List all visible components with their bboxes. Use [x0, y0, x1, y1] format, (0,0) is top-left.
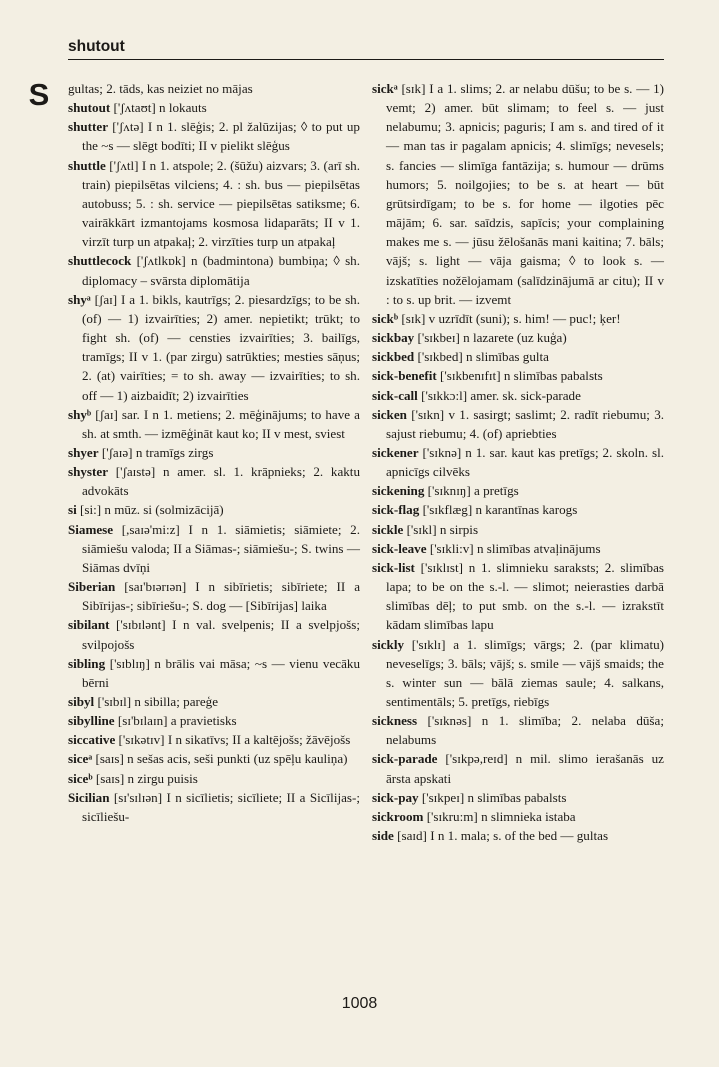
dictionary-entry [372, 309, 664, 328]
entry-pronunciation: [sɪk] [401, 310, 426, 326]
dictionary-entry [68, 500, 360, 519]
entry-definition: n slimnieka istaba [481, 808, 576, 824]
dictionary-entry [68, 98, 360, 117]
entry-headword: Siberian [68, 579, 116, 595]
entry-definition: n 1. slimnieku saraksts; 2. slimības lapa; to be on the s.-l. — slimot; neierasties darbā slimības dēļ; to put smb. on the s.-l. — izrakstīt kādam slimības lapu [386, 559, 664, 633]
entry-headword: sickle [372, 521, 404, 537]
entry-definition: I n 1. atspole; 2. (šūžu) aizvars; 3. (arī sh. train) piepilsētas vilciens; 4. : sh. bus — piepilsētas autobuss; 5. : sh. service — piepilsētas satiksme; 6. vairākkārt izmantojams kosmosa lidaparāts; II v 1. virzīt turp un atpakaļ; 2. virzīties turp un atpakaļ [82, 157, 360, 250]
entry-definition: a 1. slimīgs; vārgs; 2. (par klimatu) neveselīgs; 3. bāls; vājš; s. smile — vājš smaids; the s. winter sun — bālā ziemas saule; 4. salkans, sentimentāls; 5. pretīgs, riebīgs [386, 636, 664, 709]
entry-definition: n slimības gulta [466, 349, 549, 365]
dictionary-entry [372, 500, 664, 519]
entry-definition: n sešas acis, seši punkti (uz spēļu kauliņa) [127, 751, 348, 767]
dictionary-entry [372, 749, 664, 787]
dictionary-entry [68, 730, 360, 749]
dictionary-entry [68, 520, 360, 577]
dictionary-entry [68, 156, 360, 252]
entry-pronunciation: ['sɪknɪŋ] [427, 483, 471, 499]
entry-headword: sickroom [372, 808, 424, 824]
entry-definition: gultas; 2. tāds, kas neiziet no mājas [68, 81, 253, 96]
entry-headword: si [68, 502, 77, 518]
entry-definition: I n 1. mala; s. of the bed — gultas [430, 828, 609, 844]
dictionary-entry [372, 366, 664, 385]
dictionary-entry [372, 79, 664, 309]
entry-headword: sickening [372, 483, 425, 499]
entry-definition: n 1. sar. kaut kas pretīgs; 2. skoln. sl. apnicīgs cilvēks [386, 444, 664, 480]
entry-pronunciation: ['sɪkli:v] [429, 540, 474, 556]
entry-pronunciation: ['sɪkbed] [417, 349, 463, 365]
entry-headword: shyᵇ [68, 406, 92, 422]
entry-definition: amer. sk. sick-parade [470, 387, 581, 403]
entry-pronunciation: ['ʃaɪstə] [115, 464, 156, 480]
dictionary-entry [372, 826, 664, 845]
entry-definition: n zirgu puisis [127, 770, 198, 786]
entry-pronunciation: [sɪ'sɪlɪən] [113, 789, 163, 805]
entry-headword: sibling [68, 655, 106, 671]
entry-headword: shyer [68, 444, 99, 460]
entry-definition: I n sicīlietis; sicīliete; II a Sicīlijas-; sicīliešu- [82, 789, 361, 824]
dictionary-entry [68, 577, 360, 615]
entry-definition: n slimības pabalsts [467, 789, 567, 805]
entry-headword: sickness [372, 713, 418, 729]
entry-pronunciation: ['sɪkflæg] [422, 502, 473, 518]
dictionary-entry [68, 405, 360, 443]
entry-headword: siccative [68, 732, 116, 748]
entry-pronunciation: [saɪ'bɪərɪən] [124, 579, 187, 595]
entry-definition: n 1. slimība; 2. nelaba dūša; nelabums [386, 713, 664, 748]
dictionary-entry [68, 788, 360, 826]
entry-headword: sicken [372, 406, 407, 422]
entry-definition: v uzrīdīt (suni); s. him! — puc!; ķer! [428, 310, 621, 326]
dictionary-entry [68, 692, 360, 711]
thumb-index-letter: S [24, 74, 54, 118]
entry-pronunciation: ['sɪkbenɪfɪt] [440, 368, 501, 384]
entry-pronunciation: [sɪk] [401, 81, 426, 96]
entry-headword: sick-benefit [372, 368, 437, 384]
left-column [68, 79, 360, 826]
entry-pronunciation: ['sɪkru:m] [426, 808, 478, 824]
dictionary-entry [68, 711, 360, 730]
entry-pronunciation: ['ʃaɪə] [101, 444, 133, 460]
entry-definition: n brālis vai māsa; ~s — vienu vecāku bērni [82, 655, 360, 690]
dictionary-entry [372, 635, 664, 712]
entry-pronunciation: [saɪd] [397, 828, 427, 844]
entry-headword: siceᵃ [68, 751, 93, 767]
entry-pronunciation: [ʃaɪ] [94, 291, 118, 307]
dictionary-entry [372, 520, 664, 539]
entry-headword: sick-flag [372, 502, 420, 518]
dictionary-entry [372, 711, 664, 749]
entry-definition: n sibilla; pareģe [134, 694, 219, 709]
entry-definition: n slimības atvaļinājums [476, 540, 601, 556]
entry-pronunciation: ['sɪkpeɪ] [421, 789, 465, 805]
dictionary-entry [372, 328, 664, 347]
entry-definition: v 1. sasirgt; saslimt; 2. radīt riebumu; 3. sajust riebumu; 4. (of) apriebties [386, 406, 665, 441]
entry-pronunciation: ['sɪkbeɪ] [417, 330, 460, 346]
entry-headword: sick-leave [372, 540, 427, 556]
entry-definition: a pravietisks [170, 713, 237, 729]
dictionary-entry [372, 347, 664, 366]
dictionary-entry [372, 558, 664, 635]
entry-pronunciation: [si:] [80, 502, 102, 518]
entry-definition: sar. I n 1. metiens; 2. mēģinājums; to have a sh. at smth. — izmēģināt kaut ko; II v mest, sviest [82, 406, 360, 441]
entry-pronunciation: [sɪ'bɪlaɪn] [117, 713, 168, 729]
entry-headword: shutout [68, 100, 111, 116]
entry-headword: shutter [68, 119, 109, 135]
entry-headword: shyᵃ [68, 291, 91, 307]
entry-definition: n lokauts [159, 100, 207, 116]
entry-headword: sick-call [372, 387, 418, 403]
entry-definition: n tramīgs zirgs [135, 444, 214, 460]
entry-definition: I a 1. slims; 2. ar nelabu dūšu; to be s. — 1) vemt; 2) amer. būt slimam; to feel s. — just nelabumu; 3. apnicis; paguris; I am s. and tired of it — man tas ir pagalam apnicis; 4. slimīgs; nevesels; s. fancies — slimīga fantāzija; s. humour — drūms humors; 5. noilgojies; to be s. at heart — būt grūtsirdīgam; to be s. for home — ilgoties pēc mājām; 6. sar. saīdzis, sapīcis; your complaining makes me s. — jūsu žēlošanās mani kaitina; 7. bāls; vājš; s. light — vāja gaisma; ◊ to look s. — izskatīties nožēlojamam (salīdzinājumā ar citu); II v : to s. up brit. — izvemt [386, 81, 664, 307]
entry-headword: sickbed [372, 349, 415, 365]
right-column [372, 79, 664, 845]
dictionary-entry [372, 481, 664, 500]
entry-pronunciation: ['ʃʌtaʊt] [113, 100, 156, 116]
entry-definition: n (badmintona) bumbiņa; ◊ sh. diplomacy – svārsta diplomātija [82, 253, 360, 288]
entry-headword: side [372, 828, 394, 844]
entry-headword: sick-parade [372, 751, 438, 767]
entry-headword: sickᵇ [372, 310, 399, 326]
dictionary-entry [68, 117, 360, 155]
entry-definition: n amer. sl. 1. krāpnieks; 2. kaktu advokāts [82, 464, 360, 499]
entry-headword: sickbay [372, 330, 415, 346]
entry-definition: n mil. slimo ierašanās uz ārsta apskati [386, 751, 664, 786]
entry-pronunciation: ['sɪklɪ] [411, 636, 446, 652]
dictionary-entry [68, 615, 360, 653]
entry-headword: shuttle [68, 157, 106, 173]
entry-headword: shyster [68, 464, 109, 480]
entry-pronunciation: [saɪs] [95, 751, 124, 767]
entry-pronunciation: [ʃaɪ] [95, 406, 118, 422]
entry-pronunciation: ['sɪknəs] [427, 713, 472, 729]
entry-headword: sibyl [68, 694, 95, 709]
entry-pronunciation: ['sɪkn] [411, 406, 445, 422]
entry-pronunciation: ['ʃʌtlkɒk] [136, 253, 186, 269]
entry-pronunciation: [,saɪə'mi:z] [121, 521, 180, 537]
entry-pronunciation: ['sɪbɪlənt] [116, 617, 166, 633]
dictionary-entry [372, 443, 664, 481]
entry-pronunciation: ['sɪkpə,reɪd] [445, 751, 508, 767]
entry-definition: I n 1. slēģis; 2. pl žalūzijas; ◊ to put up the ~s — slēgt bodīti; II v pielikt slēģus [82, 119, 360, 154]
entry-pronunciation: ['sɪknə] [422, 444, 462, 460]
entry-definition: a pretīgs [473, 483, 519, 499]
entry-pronunciation: ['sɪblɪŋ] [109, 655, 150, 671]
entry-definition: I a 1. bikls, kautrīgs; 2. piesardzīgs; to be sh. (of) — 1) izvairīties; 2) amer. nepietikt; trūkt; to fight sh. (of) — censties izvairīties; 3. bailīgs, tramīgs; II v 1. (par zirgu) satrūkties; mesties sāņus; 2. (at) vairīties; = to sh. away — izvairīties; to sh. off — 1) aizbaidīt; 2) izvairīties [82, 291, 360, 403]
entry-headword: sick-list [372, 559, 415, 575]
entry-pronunciation: ['ʃʌtl] [109, 157, 139, 173]
entry-headword: sick-pay [372, 789, 419, 805]
dictionary-entry [68, 654, 360, 692]
entry-headword: sibilant [68, 617, 110, 633]
entry-pronunciation: ['sɪbɪl] [97, 694, 132, 709]
dictionary-entry [68, 251, 360, 289]
dictionary-entry [68, 290, 360, 405]
entry-pronunciation: ['sɪkkɔ:l] [421, 387, 468, 403]
dictionary-entry [68, 443, 360, 462]
entry-pronunciation: ['ʃʌtə] [112, 119, 144, 135]
dictionary-entry [372, 386, 664, 405]
entry-pronunciation: ['sɪklɪst] [420, 559, 464, 575]
entry-definition: n karantīnas karogs [475, 502, 578, 518]
page-number: 1008 [341, 995, 378, 1012]
entry-headword: sickener [372, 444, 419, 460]
entry-definition: I n 1. siāmietis; siāmiete; 2. siāmiešu valoda; II a Siāmas-; siāmiešu-; S. twins — Siāmas dvīņi [82, 521, 360, 575]
entry-definition: n sirpis [439, 521, 479, 537]
dictionary-entry [68, 79, 360, 98]
entry-pronunciation: ['sɪkl] [406, 521, 437, 537]
running-head: shutout [68, 38, 664, 60]
entry-definition: n mūz. si (solmizācijā) [104, 502, 224, 518]
dictionary-entry [372, 539, 664, 558]
dictionary-entry [372, 788, 664, 807]
entry-pronunciation: [saɪs] [95, 770, 125, 786]
dictionary-entry [372, 807, 664, 826]
entry-headword: sickᵃ [372, 81, 398, 96]
entry-headword: siceᵇ [68, 770, 93, 786]
entry-headword: Sicilian [68, 789, 110, 805]
entry-headword: sickly [372, 636, 405, 652]
entry-headword: sibylline [68, 713, 115, 729]
entry-definition: n lazarete (uz kuģa) [463, 330, 567, 346]
dictionary-entry [68, 769, 360, 788]
entry-headword: Siamese [68, 521, 114, 537]
entry-definition: n slimības pabalsts [503, 368, 603, 384]
entry-pronunciation: ['sɪkətɪv] [118, 732, 165, 748]
entry-headword: shuttlecock [68, 253, 132, 269]
entry-definition: I n val. svelpenis; II a svelpjošs; svilpojošs [82, 617, 360, 652]
entry-definition: I n sibīrietis; sibīriete; II a Sibīrijas-; sibīriešu-; S. dog — [Sibīrijas] laika [82, 579, 361, 614]
dictionary-entry [68, 462, 360, 500]
entry-definition: I n sikatīvs; II a kaltējošs; žāvējošs [167, 732, 351, 748]
dictionary-entry [68, 749, 360, 768]
dictionary-entry [372, 405, 664, 443]
